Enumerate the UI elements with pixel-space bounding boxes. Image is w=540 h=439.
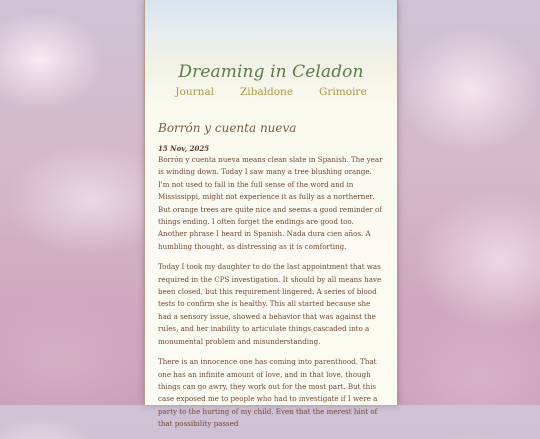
site-title[interactable]: Dreaming in Celadon xyxy=(178,62,364,82)
post-paragraph-3: There is an innocence one has coming into parenthood. That one has an infinite amount of love, and in that love, though things can go awry, they work out for the most part. But this case exposed me to people who had to investigate if I were a party to the hurting of my child. Even that the merest hint of that possibility passed xyxy=(158,357,378,429)
post-date: 15 Nov, 2025 xyxy=(158,144,210,153)
post-title: Borrón y cuenta nueva xyxy=(158,121,297,135)
nav-grimoire[interactable]: Grimoire xyxy=(319,86,367,98)
nav-zibaldone[interactable]: Zibaldone xyxy=(240,86,294,98)
post-body xyxy=(158,154,384,439)
post-paragraph-2: Today I took my daughter to do the last appointment that was required in the CPS investigation. It should by all means have been closed, but this requirement lingered. A series of blood tests to confirm she is healthy. This all started because she had a sensory issue, showed a behavior that was against the rules, and her inability to articulate things cascaded into a monumental problem and misunderstanding. xyxy=(158,262,382,346)
post-paragraph-1: Borrón y cuenta nueva means clean slate in Spanish. The year is winding down. Today I saw many a tree blushing orange. I'm not used to fall in the full sense of the word and in Mississippi, might not experience it as fully as a northerner. But orange trees are quite nice and seems a good reminder of things ending. I often forget the endings are good too. Another phrase I heard in Spanish. Nada dura cien años. A humbling thought, as distressing as it is comforting. xyxy=(158,155,383,251)
content-panel xyxy=(144,0,398,429)
main-nav xyxy=(145,86,397,98)
nav-journal[interactable]: Journal xyxy=(175,86,215,98)
